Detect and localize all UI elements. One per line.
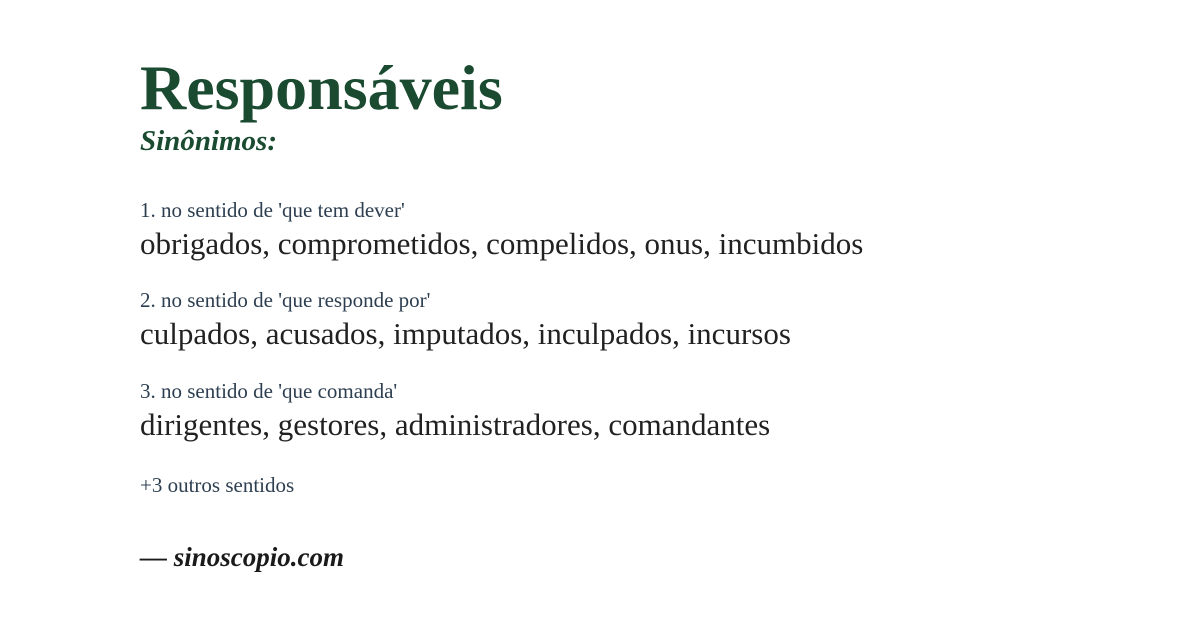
sense-synonyms: obrigados, comprometidos, compelidos, onus, incumbidos [140, 226, 864, 262]
page-title: Responsáveis [140, 52, 503, 123]
sense-item-3 [140, 379, 1160, 443]
sense-label: 3. no sentido de 'que comanda' [140, 378, 398, 403]
synonyms-subtitle: Sinônimos: [140, 125, 277, 157]
sense-item-2 [140, 288, 1160, 352]
sense-item-1 [140, 198, 1160, 262]
senses-list [140, 198, 1160, 443]
sense-label: 1. no sentido de 'que tem dever' [140, 197, 405, 222]
sense-synonyms: dirigentes, gestores, administradores, comandantes [140, 406, 771, 442]
site-attribution: — sinoscopio.com [140, 542, 345, 573]
sense-label: 2. no sentido de 'que responde por' [140, 288, 431, 313]
more-senses-note: +3 outros sentidos [140, 472, 295, 497]
sense-synonyms: culpados, acusados, imputados, inculpados, incursos [140, 316, 791, 352]
